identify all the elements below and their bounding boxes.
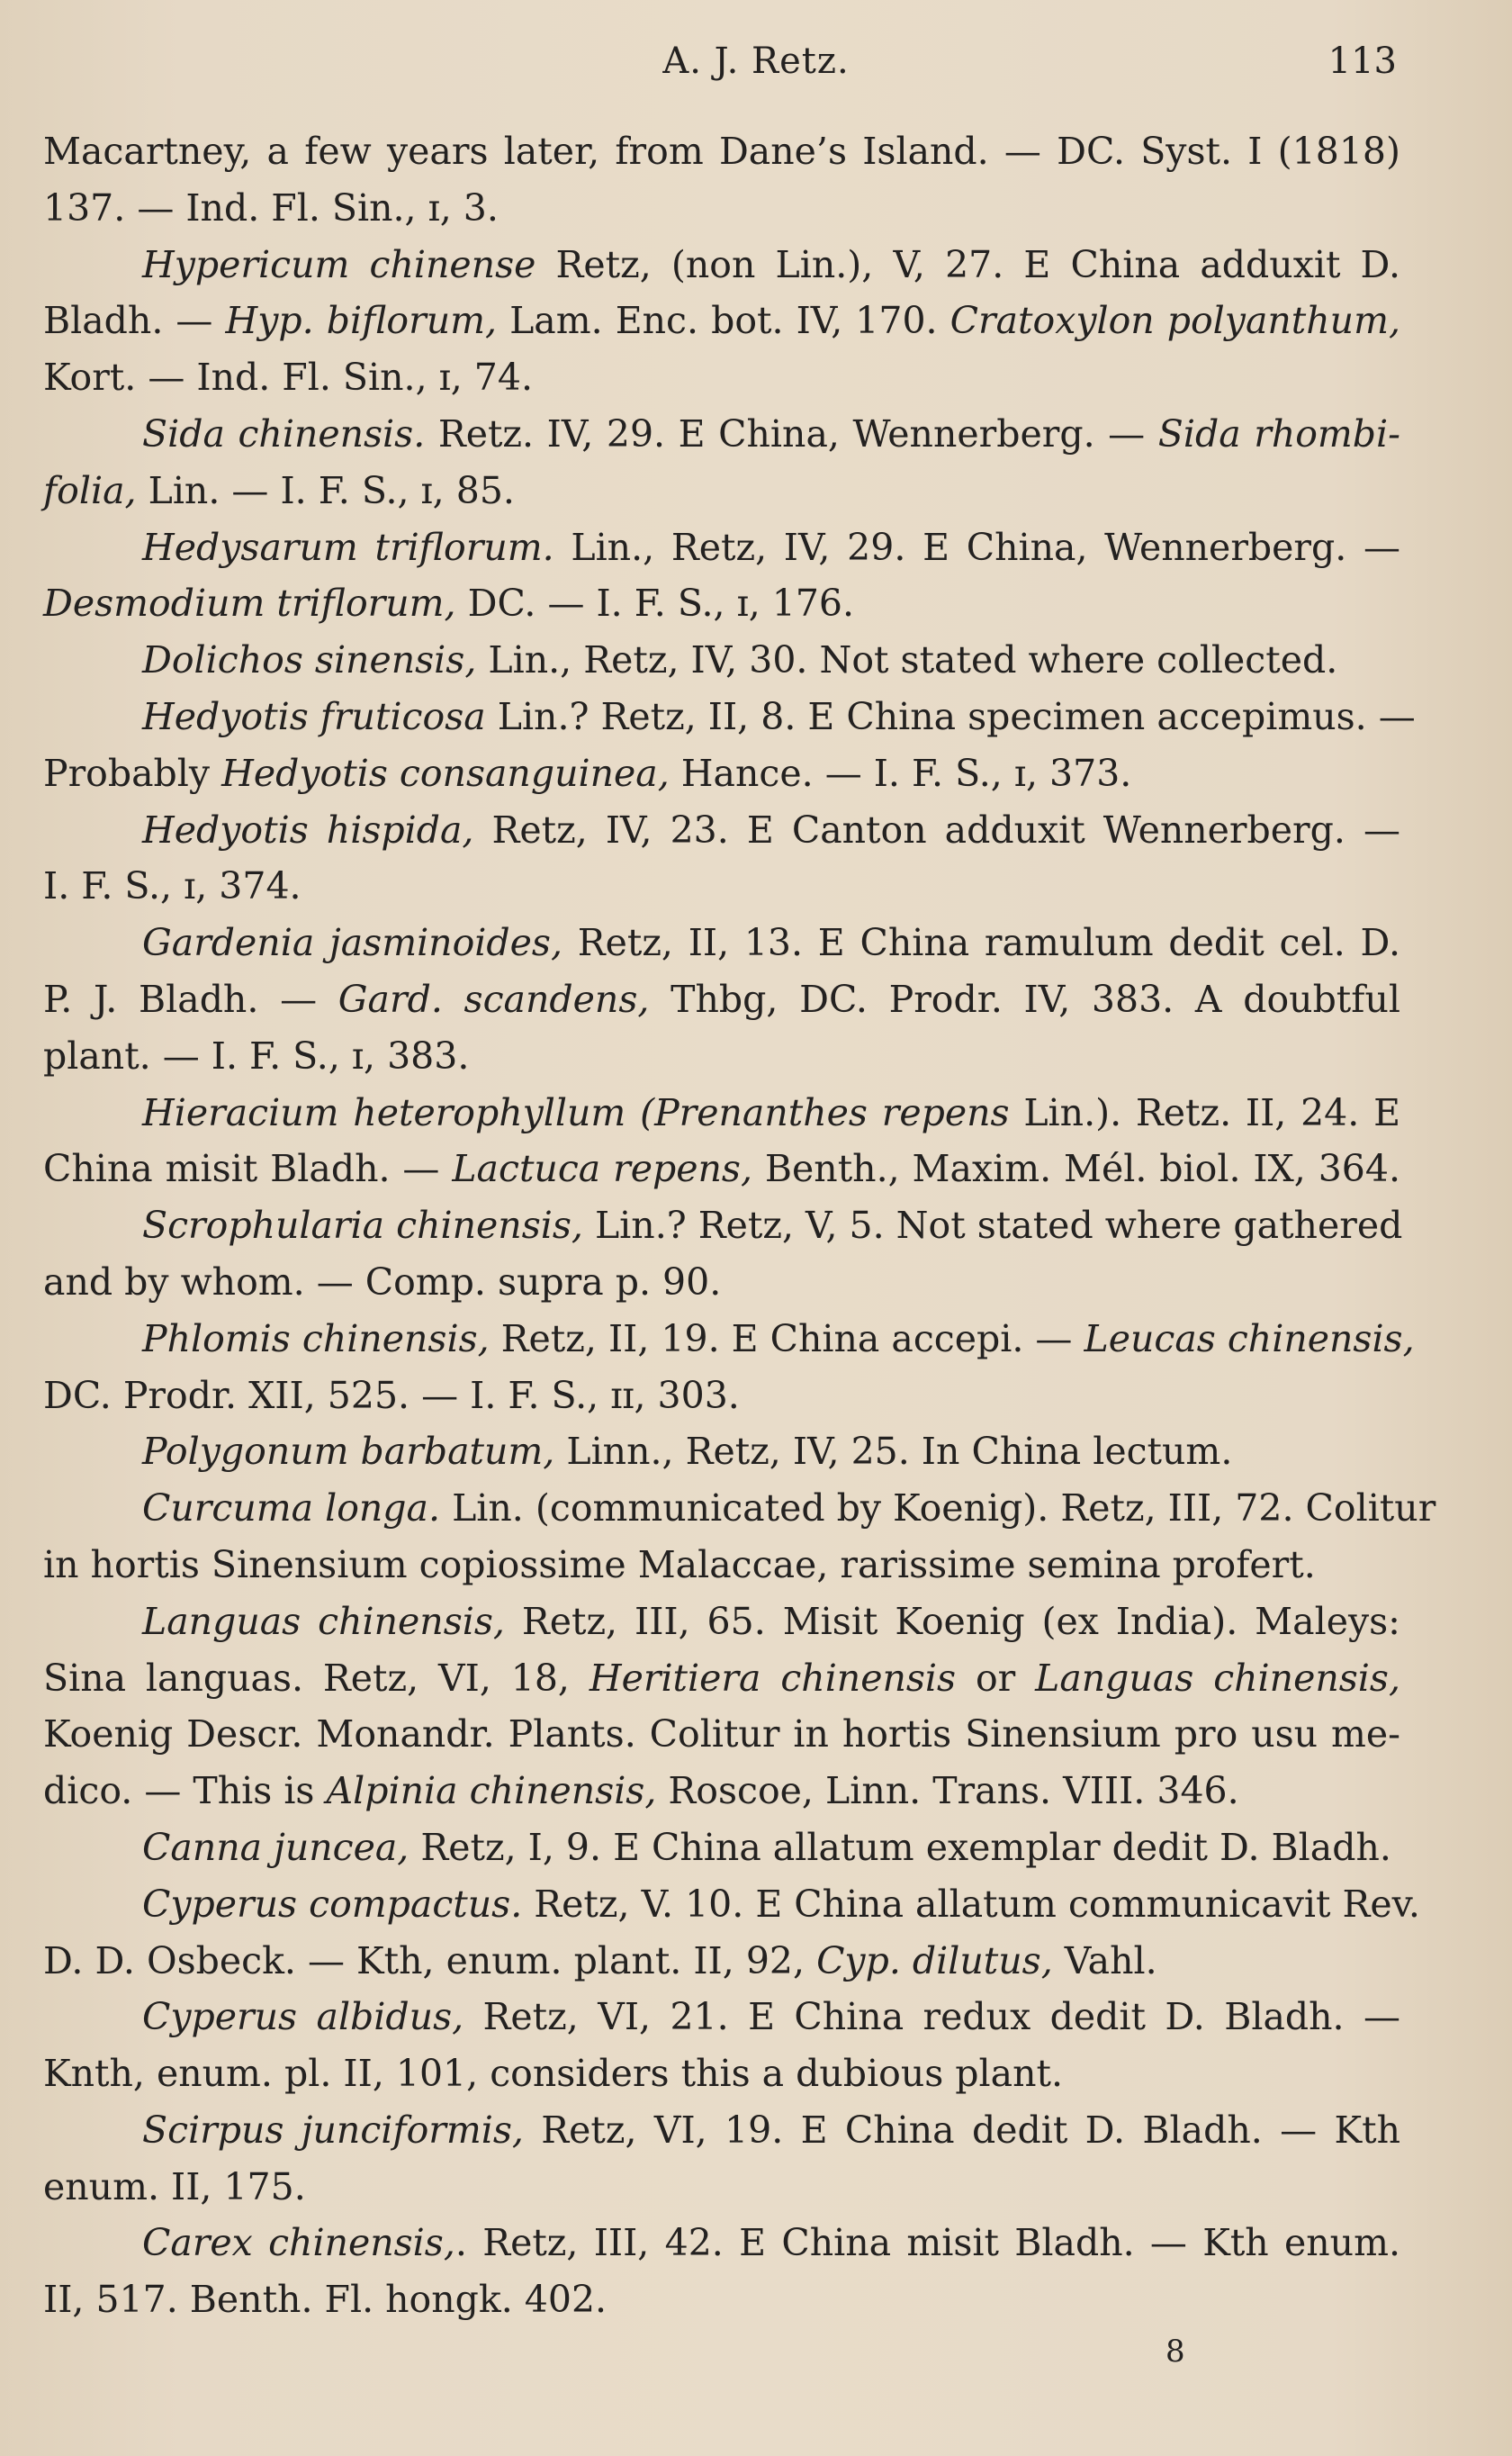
- text-line: [43, 1423, 1400, 1480]
- text-line: [43, 237, 1400, 293]
- text-line: [43, 1537, 1400, 1594]
- text-line: [43, 1650, 1400, 1707]
- text-run: enum. II, 175.: [43, 2164, 306, 2208]
- text-run: Bladh. —: [43, 299, 226, 343]
- italic-taxon-name: Cyperus compactus.: [142, 1882, 523, 1926]
- italic-taxon-name: Hypericum chinense: [142, 242, 536, 286]
- text-run: Knth, enum. pl. II, 101, considers this a dubious plant.: [43, 2052, 1064, 2096]
- text-line: [43, 180, 1400, 237]
- text-run: P. J. Bladh. —: [43, 977, 338, 1021]
- text-line: [43, 349, 1400, 406]
- text-run: in hortis Sinensium copiossime Malaccae, rarissime semina profert.: [43, 1542, 1316, 1586]
- italic-taxon-name: Canna juncea,: [142, 1825, 410, 1869]
- running-head: [0, 34, 1512, 88]
- italic-taxon-name: Hyp. biflorum,: [225, 299, 498, 343]
- italic-taxon-name: Heritiera chinensis: [589, 1656, 957, 1700]
- text-run: DC. Prodr. XII, 525. — I. F. S., ɪɪ, 303.: [43, 1373, 740, 1417]
- text-line: [43, 915, 1400, 971]
- italic-taxon-name: Hedysarum triflorum.: [142, 525, 554, 569]
- text-run: Retz, II, 13. E China ramulum dedit cel. D.: [562, 921, 1401, 965]
- italic-taxon-name: Leucas chinensis,: [1084, 1316, 1415, 1360]
- text-line: [43, 1197, 1403, 1254]
- text-run: Retz, VI, 21. E China redux dedit D. Bladh. —: [464, 1995, 1400, 2039]
- text-run: II, 517. Benth. Fl. hongk. 402.: [43, 2278, 608, 2322]
- text-line: [43, 1028, 1400, 1085]
- italic-taxon-name: Gard. scandens,: [338, 977, 650, 1021]
- italic-taxon-name: Alpinia chinensis,: [326, 1769, 657, 1813]
- text-run: Koenig Descr. Monandr. Plants. Colitur in hortis Sinensium pro usu me-: [43, 1712, 1400, 1756]
- text-run: Hance. — I. F. S., ɪ, 373.: [669, 751, 1132, 795]
- text-run: Retz, IV, 23. E Canton adduxit Wennerberg. —: [473, 808, 1400, 852]
- italic-taxon-name: Hedyotis hispida,: [142, 808, 474, 852]
- italic-taxon-name: Cratoxylon polyanthum,: [950, 299, 1400, 343]
- italic-taxon-name: Desmodium triflorum,: [43, 582, 456, 626]
- text-line: [43, 406, 1400, 463]
- text-line: [43, 1368, 1400, 1424]
- text-line: [43, 293, 1400, 349]
- text-run: Retz. IV, 29. E China, Wennerberg. —: [425, 411, 1158, 456]
- text-run: Retz, V. 10. E China allatum communicavit Rev.: [522, 1882, 1420, 1926]
- text-run: plant. — I. F. S., ɪ, 383.: [43, 1034, 470, 1078]
- italic-taxon-name: Hedyotis fruticosa: [142, 694, 486, 738]
- italic-taxon-name: Polygonum barbatum,: [142, 1430, 555, 1474]
- text-run: Lin.). Retz. II, 24. E: [1009, 1090, 1400, 1134]
- text-line: [43, 689, 1416, 745]
- text-line: [43, 971, 1400, 1028]
- text-line: [43, 575, 1400, 632]
- text-line: [43, 123, 1400, 180]
- italic-taxon-name: Languas chinensis,: [142, 1599, 505, 1643]
- text-run: or: [956, 1656, 1036, 1700]
- text-run: Lin. (communicated by Koenig). Retz, III, 72. Colitur: [440, 1486, 1436, 1530]
- text-run: Retz, III, 65. Misit Koenig (ex India). Maleys:: [504, 1599, 1400, 1643]
- text-line: [43, 858, 1400, 915]
- text-run: . Retz, III, 42. E China misit Bladh. — Kth enum.: [454, 2221, 1400, 2265]
- text-run: Lin., Retz, IV, 30. Not stated where collected.: [476, 638, 1338, 682]
- text-run: Roscoe, Linn. Trans. VIII. 346.: [656, 1769, 1239, 1813]
- signature-mark: 8: [1166, 2334, 1185, 2370]
- text-line: [43, 1085, 1400, 1142]
- italic-taxon-name: folia,: [43, 468, 137, 512]
- italic-taxon-name: Sida rhombi-: [1157, 411, 1401, 456]
- text-run: Lam. Enc. bot. IV, 170.: [497, 299, 950, 343]
- text-line: [43, 1594, 1400, 1650]
- text-line: [43, 1933, 1400, 1990]
- italic-taxon-name: Cyp. dilutus,: [816, 1938, 1053, 1982]
- text-run: D. D. Osbeck. — Kth, enum. plant. II, 92,: [43, 1938, 817, 1982]
- text-run: Retz, I, 9. E China allatum exemplar dedit D. Bladh.: [409, 1825, 1391, 1869]
- text-run: Vahl.: [1052, 1938, 1157, 1982]
- italic-taxon-name: Dolichos sinensis,: [142, 638, 477, 682]
- text-run: Linn., Retz, IV, 25. In China lectum.: [554, 1430, 1233, 1474]
- text-run: Probably: [43, 751, 222, 795]
- text-run: Sina languas. Retz, VI, 18,: [43, 1656, 590, 1700]
- text-line: [43, 1819, 1400, 1876]
- italic-taxon-name: Phlomis chinensis,: [142, 1316, 490, 1360]
- body-text: [43, 123, 1436, 2328]
- text-line: [43, 2159, 1400, 2216]
- text-run: Retz, (non Lin.), V, 27. E China adduxit D.: [536, 242, 1400, 286]
- text-run: I. F. S., ɪ, 374.: [43, 864, 302, 908]
- text-run: Macartney, a few years later, from Dane’s Island. — DC. Syst. I (1818): [43, 130, 1400, 173]
- italic-taxon-name: Sida chinensis.: [142, 411, 426, 456]
- italic-taxon-name: Carex chinensis,: [142, 2221, 455, 2265]
- text-line: [43, 1480, 1436, 1537]
- text-run: DC. — I. F. S., ɪ, 176.: [455, 582, 855, 626]
- text-run: and by whom. — Comp. supra p. 90.: [43, 1260, 722, 1304]
- text-line: [43, 1763, 1400, 1819]
- text-line: [43, 1876, 1420, 1933]
- text-run: dico. — This is: [43, 1769, 327, 1813]
- text-line: [43, 745, 1400, 802]
- text-run: Lin.? Retz, II, 8. E China specimen accepimus. —: [485, 694, 1416, 738]
- text-run: Lin., Retz, IV, 29. E China, Wennerberg. —: [554, 525, 1401, 569]
- text-run: 137. — Ind. Fl. Sin., ɪ, 3.: [43, 185, 499, 230]
- italic-taxon-name: Languas chinensis,: [1035, 1656, 1400, 1700]
- text-line: [43, 802, 1400, 859]
- italic-taxon-name: Gardenia jasminoides,: [142, 921, 562, 965]
- text-run: Retz, VI, 19. E China dedit D. Bladh. — Kth: [523, 2108, 1400, 2152]
- text-run: Retz, II, 19. E China accepi. —: [489, 1316, 1084, 1360]
- text-line: [43, 2045, 1400, 2102]
- text-line: [43, 1989, 1400, 2045]
- text-line: [43, 2215, 1400, 2271]
- italic-taxon-name: Hieracium heterophyllum (Prenanthes repens: [142, 1090, 1010, 1134]
- italic-taxon-name: Curcuma longa.: [142, 1486, 441, 1530]
- italic-taxon-name: Hedyotis consanguinea,: [221, 751, 670, 795]
- page-number: 113: [1328, 41, 1397, 82]
- italic-taxon-name: Cyperus albidus,: [142, 1995, 464, 2039]
- text-line: [43, 632, 1400, 689]
- running-title: A. J. Retz.: [662, 41, 850, 82]
- text-run: Benth., Maxim. Mél. biol. IX, 364.: [752, 1147, 1400, 1191]
- italic-taxon-name: Lactuca repens,: [452, 1147, 752, 1191]
- text-line: [43, 1141, 1400, 1197]
- text-run: Lin.? Retz, V, 5. Not stated where gathered: [582, 1204, 1403, 1248]
- text-line: [43, 1311, 1415, 1368]
- text-run: Thbg, DC. Prodr. IV, 383. A doubtful: [649, 977, 1400, 1021]
- text-line: [43, 463, 1400, 519]
- italic-taxon-name: Scirpus junciformis,: [142, 2108, 524, 2152]
- text-line: [43, 1706, 1400, 1763]
- text-run: China misit Bladh. —: [43, 1147, 453, 1191]
- text-run: Lin. — I. F. S., ɪ, 85.: [136, 468, 515, 512]
- text-run: Kort. — Ind. Fl. Sin., ɪ, 74.: [43, 356, 534, 400]
- text-line: [43, 2102, 1400, 2159]
- text-line: [43, 1254, 1400, 1311]
- text-line: [43, 519, 1400, 576]
- italic-taxon-name: Scrophularia chinensis,: [142, 1204, 583, 1248]
- text-line: [43, 2271, 1400, 2328]
